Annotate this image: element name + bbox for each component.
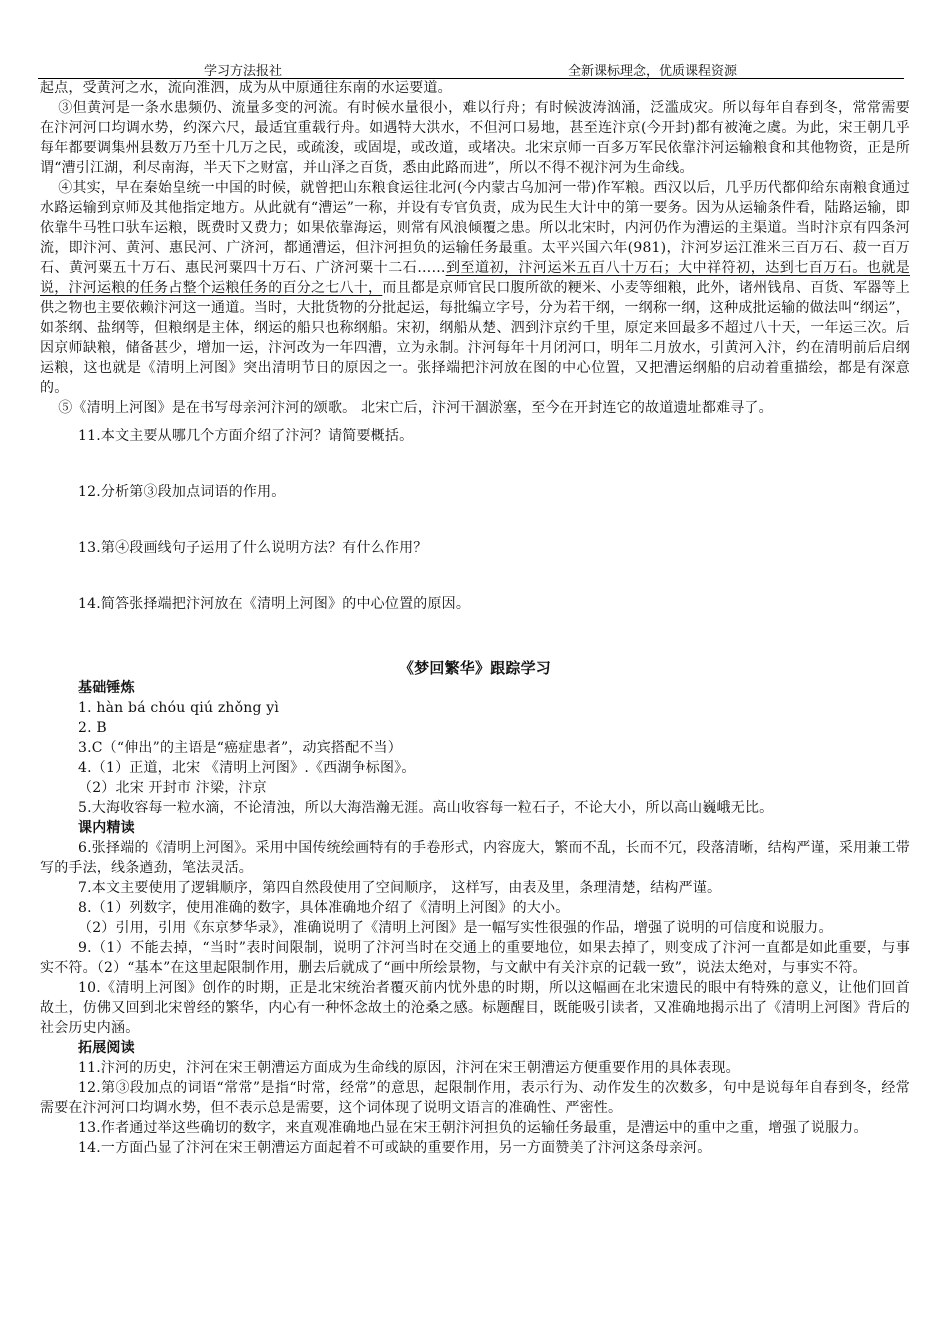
answer-8-part-1: 8.（1）列数字，使用准确的数字，具体准确地介绍了《清明上河图》的大小。 — [78, 900, 570, 916]
passage-paragraph-5: ⑤《清明上河图》是在书写母亲河汴河的颂歌。 北宋亡后，汴河干涸淤塞，至今在开封连它的故道遗址都难寻了。 — [58, 400, 773, 416]
paragraph-4-part-b: 而且都是京师官民口腹所欲的粳米、小麦等细粮，此外，诸州钱帛、百货、军器等上供之物也主要依赖汴河这一通道。当时，大批货物的分批起运，每批编立字号，分为若干纲，一纲称一纲，这种成批运输的做法叫“纲运”，如茶纲、盐纲等，但粮纲是主体，纲运的船只也称纲船。宋初，纲船从楚、泗到汴京约千里，原定来回最多不超过八十天，一年运三次。后因京师缺粮，储备甚少，增加一运，汴河改为一年四漕，立为永制。汴河每年十月闭河口，明年二月放水，引黄河入汴，约在清明前后启纲运粮，这也就是《清明上河图》突出清明节日的原因之一。张择端把汴河放在图的中心位置，又把漕运纲船的启动着重描绘，都是有深意的。 — [40, 280, 910, 396]
document-body — [40, 78, 910, 1158]
passage-paragraph-3: ③但黄河是一条水患频仍、流量多变的河流。有时候水量很小，难以行舟；有时候波涛汹涌，泛滥成灾。所以每年自春到冬，常常需要在汴河河口均调水势，约深六尺，最适宜重载行舟。如遇特大洪水，不但河口易地，甚至连汴京(今开封)都有被淹之虞。为此，宋王朝几乎每年都要调集州县数万乃至十几万之民，或疏浚，或固堤，或改道，或堵决。北宋京师一百多万军民依靠汴河运输粮食和其他物资，正是所谓“漕引江湖，利尽南海，半天下之财富，并山泽之百货，悉由此路而进”，所以不得不视汴河为生命线。 — [40, 100, 910, 176]
section-heading-basic: 基础锤炼 — [78, 680, 135, 696]
underlined-sentence: 到至道初，汴河运米五百八十万石；大中祥符初，达到七百万石。也就是说，汴河运粮的任务占整个运粮任务的百分之七八十， — [40, 260, 910, 296]
passage-paragraph-4 — [40, 178, 910, 398]
section-heading-extended: 拓展阅读 — [78, 1040, 135, 1056]
answer-section-title: 《梦回繁华》跟踪学习 — [398, 659, 551, 677]
answer-3: 3.C（“伸出”的主语是“癌症患者”，动宾搭配不当） — [78, 740, 402, 756]
question-13: 13.第④段画线句子运用了什么说明方法？有什么作用？ — [78, 540, 428, 556]
answer-8-part-2: （2）引用，引用《东京梦华录》，准确说明了《清明上河图》是一幅写实性很强的作品，增强了说明的可信度和说服力。 — [78, 920, 833, 936]
page-header — [38, 58, 904, 79]
header-slogan: 全新课标理念，优质课程资源 — [568, 64, 738, 79]
answer-7: 7.本文主要使用了逻辑顺序，第四自然段使用了空间顺序， 这样写，由表及里，条理清楚，结构严谨。 — [78, 880, 722, 896]
question-12: 12.分析第③段加点词语的作用。 — [78, 484, 286, 500]
answer-10: 10.《清明上河图》创作的时期，正是北宋统治者覆灭前内忧外患的时期，所以这幅画在北宋遗民的眼中有特殊的意义，让他们回首故土，仿佛又回到北宋曾经的繁华，内心有一种怀念故土的沧桑之感。标题醒目，既能吸引读者，又准确地揭示出了《清明上河图》背后的社会历史内涵。 — [40, 980, 910, 1036]
answer-13: 13.作者通过举这些确切的数字，来直观准确地凸显在宋王朝汴河担负的运输任务最重，是漕运中的重中之重，增强了说服力。 — [78, 1120, 868, 1136]
header-publisher: 学习方法报社 — [204, 64, 283, 79]
answer-5: 5.大海收容每一粒水滴，不论清浊，所以大海浩瀚无涯。高山收容每一粒石子，不论大小，所以高山巍峨无比。 — [78, 800, 774, 816]
answer-14: 14.一方面凸显了汴河在宋王朝漕运方面起着不可或缺的重要作用，另一方面赞美了汴河这条母亲河。 — [78, 1140, 712, 1156]
answer-11: 11.汴河的历史，汴河在宋王朝漕运方面成为生命线的原因，汴河在宋王朝漕运方便重要作用的具体表现。 — [78, 1060, 740, 1076]
answer-12: 12.第③段加点的词语“常常”是指“时常，经常”的意思，起限制作用，表示行为、动作发生的次数多，句中是说每年自春到冬，经常需要在汴河河口均调水势，但不表示总是需要，这个词体现了说明文语言的准确性、严密性。 — [40, 1080, 910, 1116]
answer-4-part-2: （2）北宋 开封市 汴梁，汴京 — [78, 780, 267, 796]
answer-6: 6.张择端的《清明上河图》。采用中国传统绘画特有的手卷形式，内容庞大，繁而不乱，长而不冗，段落清晰，结构严谨，采用兼工带写的手法，线条遒劲，笔法灵活。 — [40, 840, 910, 876]
paragraph-4-part-a: ④其实，早在秦始皇统一中国的时候，就曾把山东粮食运往北河(今内蒙古乌加河一带)作军粮。西汉以后，几乎历代都仰给东南粮食通过水路运输到京师及其他指定地方。从此就有“漕运”一称，并设有专官负责，成为民生大计中的第一要务。因为从运输条件看，陆路运输，即依靠牛马牲口驮车运粮，既费时又费力；如果依靠海运，则常有风浪倾覆之患。所以北宋时，内河仍作为漕运的主渠道。当时汴京有四条河流，即汴河、黄河、惠民河、广济河，都通漕运，但汴河担负的运输任务最重。太平兴国六年(981)，汴河岁运江淮米三百万石、菽一百万石、黄河粟五十万石、惠民河粟四十万石、广济河粟十二石…… — [40, 180, 910, 276]
section-heading-intensive: 课内精读 — [78, 820, 135, 836]
answer-2: 2. B — [78, 720, 107, 736]
answer-4-part-1: 4.（1）正道，北宋 《清明上河图》.《西湖争标图》。 — [78, 760, 416, 776]
question-14: 14.简答张择端把汴河放在《清明上河图》的中心位置的原因。 — [78, 596, 471, 612]
answer-1: 1. hàn bá chóu qiú zhǒng yì — [78, 700, 280, 716]
passage-paragraph-continued: 起点，受黄河之水，流向淮泗，成为从中原通往东南的水运要道。 — [40, 80, 452, 96]
answer-9: 9.（1）不能去掉，“当时”表时间限制，说明了汴河当时在交通上的重要地位，如果去掉了，则变成了汴河一直都是如此重要，与事实不符。（2）“基本”在这里起限制作用，删去后就成了“画中所绘景物，与文献中有关汴京的记载一致”，说法太绝对，与事实不符。 — [40, 940, 910, 976]
question-11: 11.本文主要从哪几个方面介绍了汴河？请简要概括。 — [78, 428, 414, 444]
